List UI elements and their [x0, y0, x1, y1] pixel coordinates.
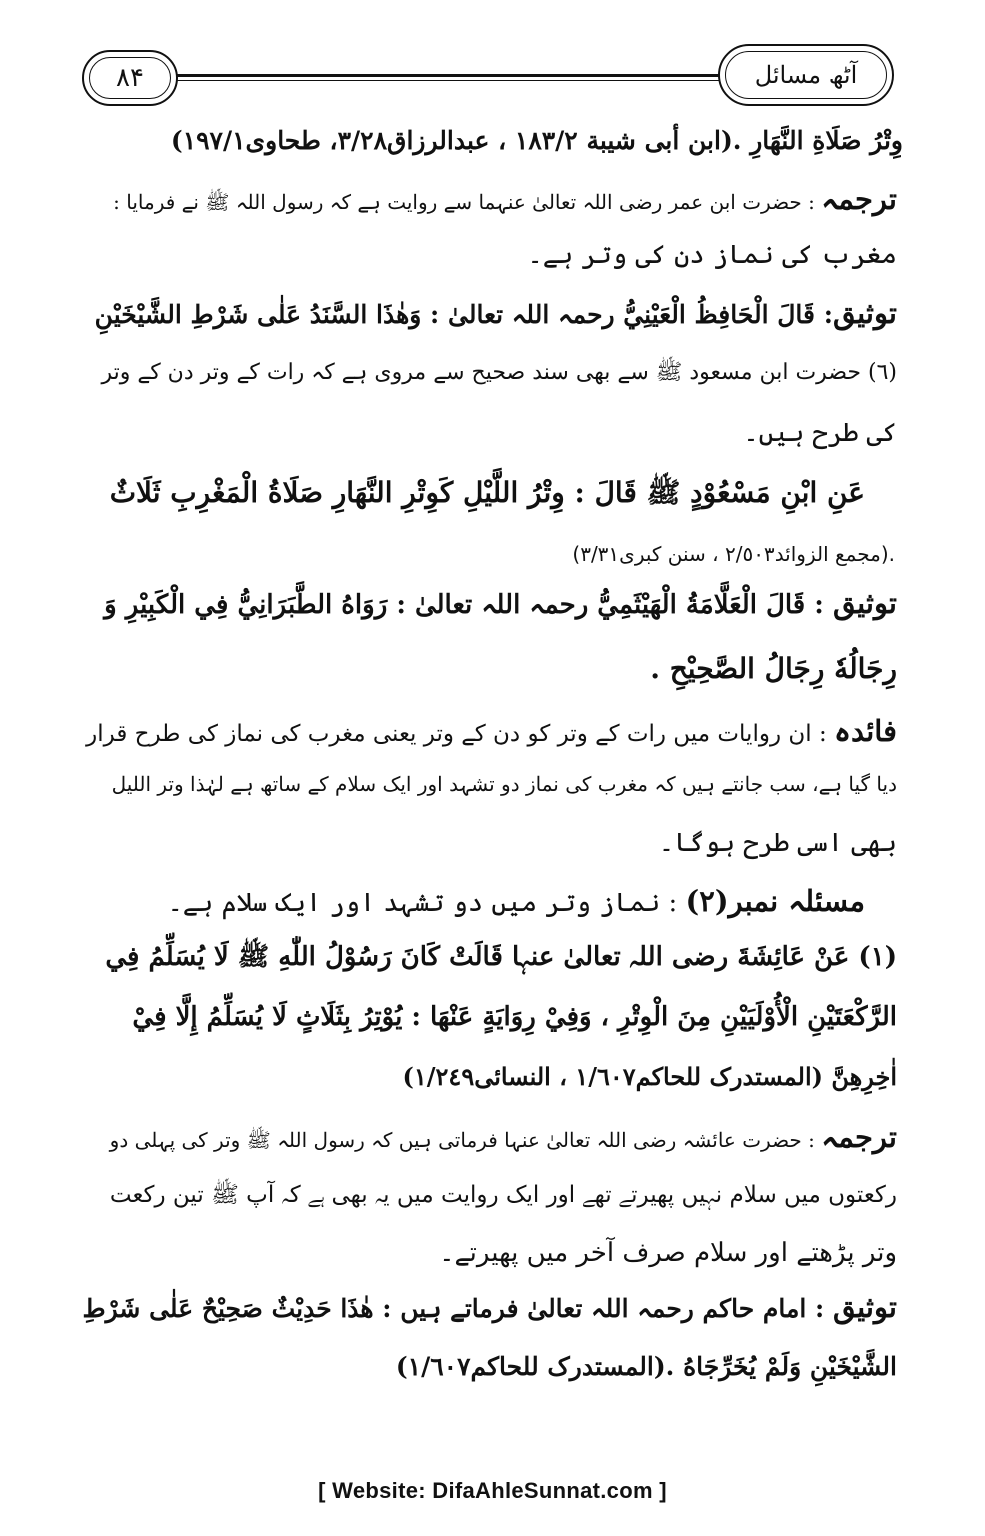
text-line: ترجمہ : حضرت ابن عمر رضی اللہ تعالیٰ عنہما سے روایت ہے کہ رسول اللہ ﷺ نے فرمایا : [113, 182, 897, 216]
website-footer: [ Website: DifaAhleSunnat.com ] [318, 1478, 667, 1503]
text-line: بھی اسی طرح ہوگا۔ [658, 828, 897, 858]
header-rule [170, 74, 740, 77]
text-line: (٦) حضرت ابن مسعود ﷺ سے بھی سند صحیح سے مروی ہے کہ رات کے وتر دن کے وتر [101, 360, 897, 385]
chapter-title-cartouche [718, 44, 894, 106]
page-number: ۸۴ [116, 63, 144, 93]
text-line: عَنِ ابْنِ مَسْعُوْدٍ ﷺ قَالَ : وِتْرُ اللَّيْلِ كَوِتْرِ النَّهَارِ صَلَاةُ الْمَغْرِبِ ثَلَاثٌ [109, 476, 865, 509]
reference-line: .(مجمع الزوائد٢/٥٠٣ ، سنن كبرى٣/٣١) [572, 542, 895, 566]
text-line: دیا گیا ہے، سب جانتے ہیں کہ مغرب کی نماز دو تشہد اور ایک سلام کے ساتھ ہے لہٰذا وتر اللیل [111, 772, 897, 796]
text-line: وتر پڑھتے اور سلام صرف آخر میں پھیرتے۔ [439, 1238, 897, 1268]
header-rule-thin [170, 80, 740, 81]
text-line: توثیق : قَالَ الْعَلَّامَةُ الْهَيْثَمِيُّ رحمہ اللہ تعالیٰ : رَوَاهُ الطَّبَرَانِيُّ فِي الْكَبِيْرِ وَ [104, 586, 897, 620]
text-line: توثیق : امام حاکم رحمہ اللہ تعالیٰ فرماتے ہیں : هٰذَا حَدِيْثٌ صَحِيْحٌ عَلٰى شَرْطِ [82, 1290, 897, 1324]
text-line: مسئلہ نمبر(٢) : نماز وتر میں دو تشہد اور ایک سلام ہے۔ [167, 884, 865, 918]
text-line: وِتْرُ صَلَاةِ النَّهَارِ .(ابن أبى شيبة ١٨٣/٢ ، عبدالرزاق٣/٢٨، طحاوى١٩٧/١) [170, 126, 903, 155]
text-line: (١) عَنْ عَائِشَةَ رضی اللہ تعالیٰ عنہا قَالَتْ كَانَ رَسُوْلُ اللّٰهِ ﷺ لَا يُسَلِّمُ فِي [105, 942, 897, 972]
chapter-title: آٹھ مسائل [754, 61, 858, 89]
text-line: الرَّكْعَتَيْنِ الْأُوْلَيَيْنِ مِنَ الْوِتْرِ ، وَفِيْ رِوَايَةٍ عَنْهَا : يُوْتِرُ بِثَلَاثٍ لَا يُسَلِّمُ إِلَّا فِيْ [132, 1002, 897, 1032]
text-line: رکعتوں میں سلام نہیں پھیرتے تھے اور ایک روایت میں یہ بھی ہے کہ آپ ﷺ تین رکعت [109, 1182, 897, 1208]
text-line: توثیق: قَالَ الْحَافِظُ الْعَيْنِيُّ رحمہ اللہ تعالیٰ : وَهٰذَا السَّنَدُ عَلٰى شَرْطِ الشَّيْخَيْنِ [94, 296, 897, 330]
page-number-cartouche [82, 50, 178, 106]
text-line: رِجَالُهٗ رِجَالُ الصَّحِيْحِ . [650, 652, 897, 685]
text-line: الشَّيْخَيْنِ وَلَمْ يُخَرِّجَاهُ .(المستدرک للحاكم١/٦٠٧) [395, 1352, 897, 1381]
text-line: مغرب کی نماز دن کی وتر ہے۔ [527, 240, 897, 270]
text-line: اٰخِرِهِنَّ (المستدرک للحاكم١/٦٠٧ ، النسائی١/٢٤٩) [402, 1062, 897, 1091]
text-line: فائدہ : ان روایات میں رات کے وتر کو دن کے وتر یعنی مغرب کی نماز کی طرح قرار [86, 714, 897, 748]
text-line: کی طرح ہیں۔ [743, 418, 897, 448]
text-line: ترجمہ : حضرت عائشہ رضی اللہ تعالیٰ عنہا فرماتی ہیں کہ رسول اللہ ﷺ وتر کی پہلی دو [109, 1120, 897, 1154]
